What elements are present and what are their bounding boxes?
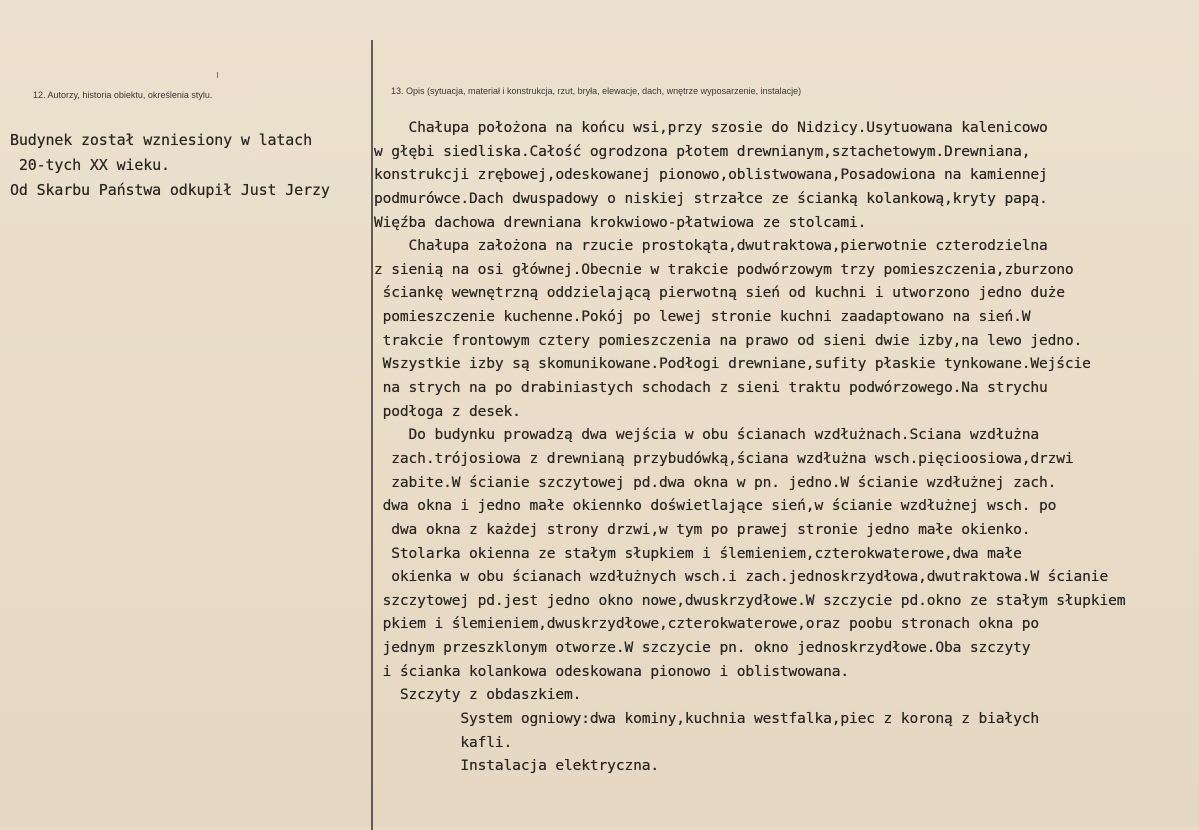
text-line: podmurówce.Dach dwuspadowy o niskiej strzałce ze ścianką kolankową,kryty papą. — [374, 189, 1048, 207]
text-line: z sienią na osi głównej.Obecnie w trakcie podwórzowym trzy pomieszczenia,zburzono — [374, 260, 1074, 278]
section-12-body — [10, 128, 370, 203]
text-line: zach.trójosiowa z drewnianą przybudówką,ściana wzdłużna wsch.pięcioosiowa,drzwi — [374, 449, 1074, 467]
text-line: zabite.W ścianie szczytowej pd.dwa okna w pn. jedno.W ścianie wzdłużnej zach. — [374, 473, 1057, 491]
text-line: Do budynku prowadzą dwa wejścia w obu ścianach wzdłużnach.Sciana wzdłużna — [374, 426, 1039, 444]
text-line: Więźba dachowa drewniana krokwiowo-płatwiowa ze stolcami. — [374, 213, 867, 231]
text-line: Szczyty z obdaszkiem. — [374, 686, 582, 704]
text-line: Chałupa założona na rzucie prostokąta,dwutraktowa,pierwotnie czterodzielna — [374, 237, 1048, 255]
text-line: Od Skarbu Państwa odkupił Just Jerzy — [10, 181, 330, 199]
text-line: System ogniowy:dwa kominy,kuchnia westfalka,piec z koroną z białych — [374, 710, 1039, 728]
text-line: okienka w obu ścianach wzdłużnych wsch.i zach.jednoskrzydłowa,dwutraktowa.W ścianie — [374, 568, 1109, 586]
text-line: Chałupa położona na końcu wsi,przy szosie do Nidzicy.Usytuowana kalenicowo — [374, 119, 1048, 136]
text-line: dwa okna i jedno małe okiennko doświetlające sień,w ścianie wzdłużnej wsch. po — [374, 497, 1057, 515]
text-line: na strych na po drabiniastych schodach z sieni traktu podwórzowego.Na strychu — [374, 379, 1048, 397]
text-line: szczytowej pd.jest jedno okno nowe,dwuskrzydłowe.W szczycie pd.okno ze stałym słupkiem — [374, 591, 1126, 609]
section-12-header: 12. Autorzy, historia obiektu, określenia stylu. — [33, 90, 213, 100]
section-13-header: 13. Opis (sytuacja, materiał i konstrukcja, rzut, bryła, elewacje, dach, wnętrze wyposarzenie, instalacje) — [391, 86, 802, 96]
text-line: 20-tych XX wieku. — [10, 156, 170, 174]
column-divider — [371, 40, 373, 830]
text-line: kafli. — [374, 733, 513, 751]
text-line: trakcie frontowym cztery pomieszczenia na prawo od sieni dwie izby,na lewo jedno. — [374, 331, 1083, 349]
text-line: w głębi siedliska.Całość ogrodzona płotem drewnianym,sztachetowym.Drewniana, — [374, 142, 1031, 160]
text-line: Instalacja elektryczna. — [374, 757, 659, 775]
text-line: jednym przeszklonym otworze.W szczycie pn. okno jednoskrzydłowe.Oba szczyty — [374, 639, 1031, 657]
text-line: podłoga z desek. — [374, 402, 521, 420]
text-line: pomieszczenie kuchenne.Pokój po lewej stronie kuchni zaadaptowano na sień.W — [374, 308, 1031, 326]
text-line: Wszystkie izby są skomunikowane.Podłogi drewniane,sufity płaskie tynkowane.Wejście — [374, 355, 1091, 373]
section-13-body — [374, 116, 1198, 778]
text-line: pkiem i ślemieniem,dwuskrzydłowe,czterokwaterowe,oraz poobu stronach okna po — [374, 615, 1039, 633]
text-line: dwa okna z każdej strony drzwi,w tym po prawej stronie jedno małe okienko. — [374, 520, 1031, 538]
text-line: Budynek został wzniesiony w latach — [10, 131, 312, 149]
text-line: i ścianka kolankowa odeskowana pionowo i oblistwowana. — [374, 662, 849, 680]
text-line: ściankę wewnętrzną oddzielającą pierwotną sień od kuchni i utworzono jedno duże — [374, 284, 1065, 302]
text-line: Stolarka okienna ze stałym słupkiem i ślemieniem,czterokwaterowe,dwa małe — [374, 544, 1022, 562]
paper-mark — [217, 72, 218, 78]
text-line: konstrukcji zrębowej,odeskowanej pionowo,oblistwowana,Posadowiona na kamiennej — [374, 166, 1048, 184]
